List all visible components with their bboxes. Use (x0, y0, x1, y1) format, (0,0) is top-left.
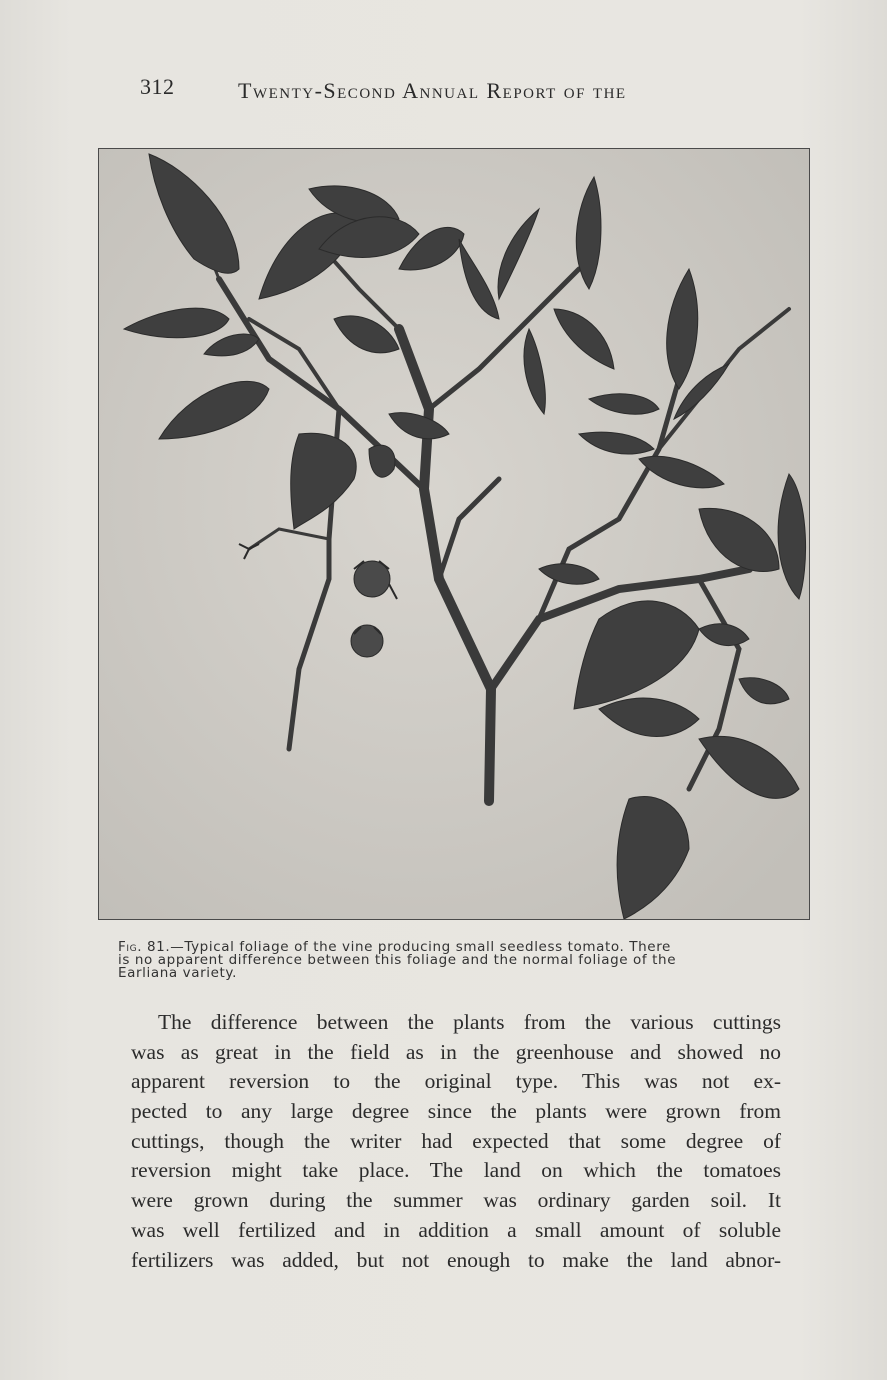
body-line: pected to any large degree since the plants were grown from (131, 1099, 781, 1124)
body-line: cuttings, though the writer had expected that some degree of (131, 1128, 781, 1153)
caption-line-3: Earliana variety. (118, 965, 237, 981)
body-line: was as great in the field as in the greenhouse and showed no (131, 1039, 781, 1064)
body-line: was well fertilized and in addition a small amount of soluble (131, 1217, 781, 1242)
tomato-foliage-photograph-icon (99, 149, 810, 920)
body-line: The difference between the plants from the various cuttings (158, 1010, 781, 1034)
caption-text-1: —Typical foliage of the vine producing small seedless tomato. There (170, 939, 671, 955)
body-paragraph (131, 1008, 781, 1275)
figure-label: Fig. 81. (118, 939, 171, 955)
page-number: 312 (140, 74, 175, 99)
running-head: Twenty-Second Annual Report of the (238, 78, 627, 103)
body-line: were grown during the summer was ordinary garden soil. It (131, 1188, 781, 1213)
caption-line-2: is no apparent difference between this foliage and the normal foliage of the (118, 952, 677, 968)
body-line: apparent reversion to the original type. This was not ex- (131, 1069, 781, 1094)
figure-caption (118, 941, 768, 980)
figure-photograph (98, 148, 810, 920)
body-line: reversion might take place. The land on which the tomatoes (131, 1158, 781, 1183)
body-line: fertilizers was added, but not enough to make the land abnor- (131, 1247, 781, 1272)
